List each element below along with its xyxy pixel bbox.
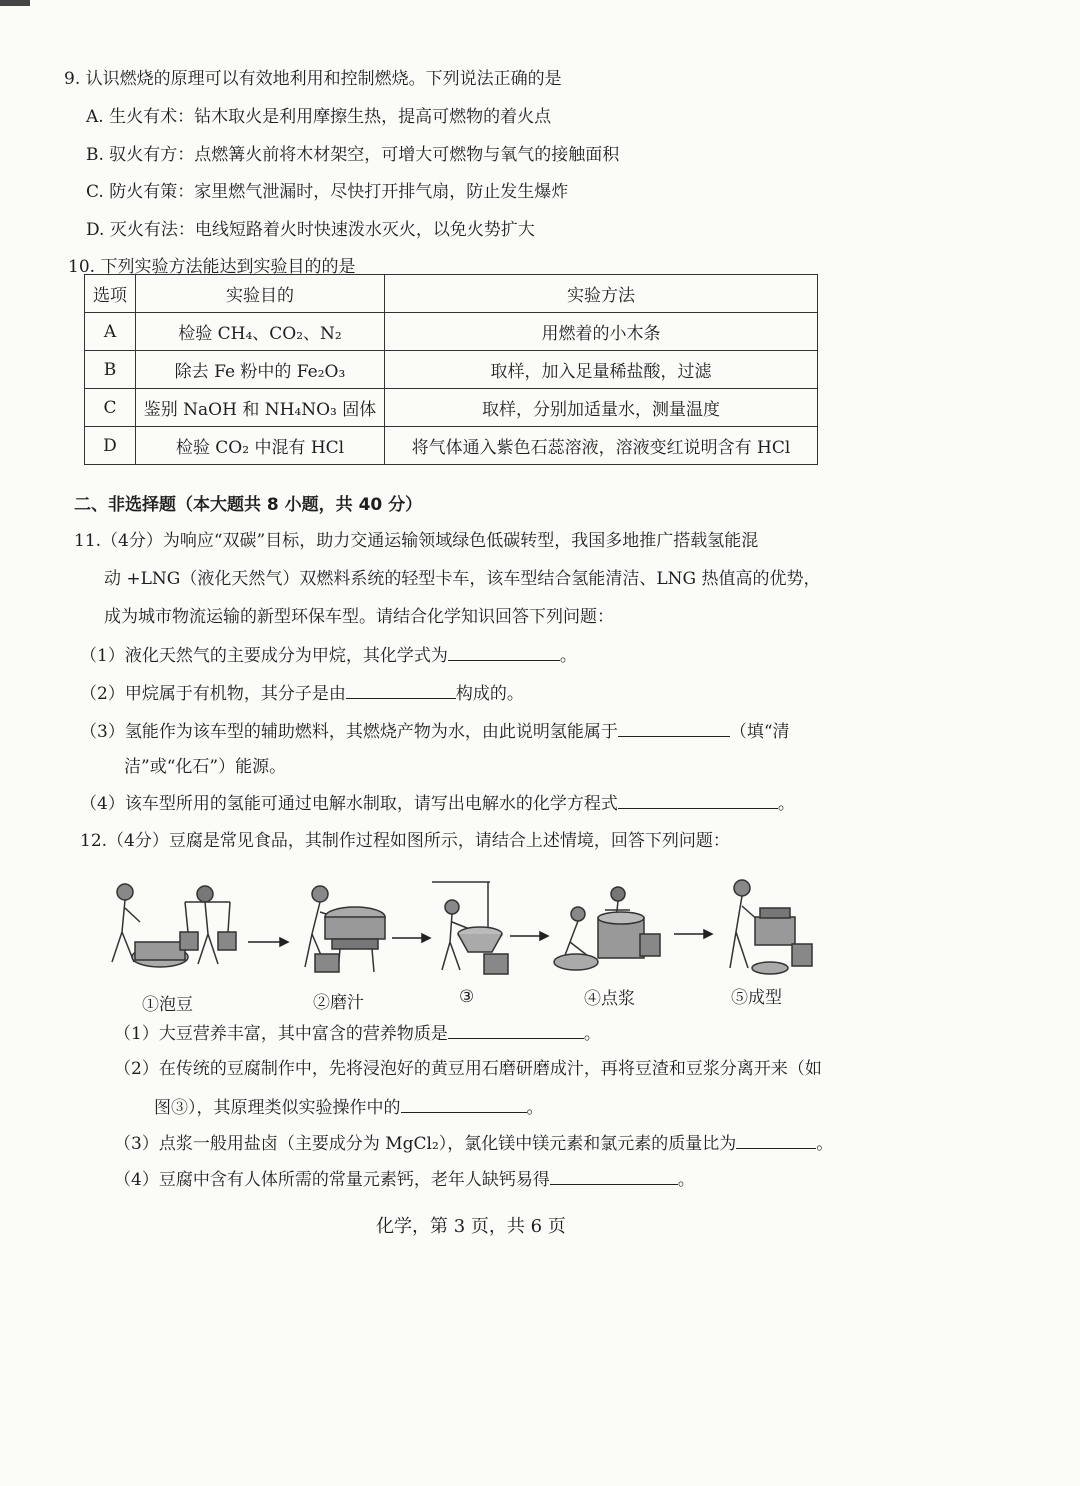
row-option: C [85, 389, 136, 427]
row-purpose: 除去 Fe 粉中的 Fe₂O₃ [136, 351, 385, 389]
q9-option-d: D. 灭火有法：电线短路着火时快速泼水灭火，以免火势扩大 [86, 220, 535, 240]
row-method: 用燃着的小木条 [385, 313, 818, 351]
row-option: B [85, 351, 136, 389]
q9-option-a: A. 生火有术：钻木取火是利用摩擦生热，提高可燃物的着火点 [86, 107, 552, 127]
q9-option-c: C. 防火有策：家里燃气泄漏时，尽快打开排气扇，防止发生爆炸 [86, 182, 569, 202]
q12-part-1-text: （1）大豆营养丰富，其中富含的营养物质是 [114, 1024, 448, 1044]
step-4-caption: ④点浆 [584, 989, 635, 1009]
q11-part-4-end: 。 [777, 794, 795, 814]
row-purpose: 检验 CH₄、CO₂、N₂ [136, 313, 385, 351]
q11-part-1 [80, 644, 577, 667]
q11-part-2 [80, 682, 524, 705]
answer-blank[interactable] [618, 792, 778, 809]
coagulating-illustration [554, 887, 660, 970]
header-method: 实验方法 [385, 275, 818, 313]
q12-part-1 [114, 1022, 601, 1045]
step-3-caption: ③ [459, 987, 475, 1007]
q12-part-2: （2）在传统的豆腐制作中，先将浸泡好的黄豆用石磨研磨成汁，再将豆渣和豆浆分离开来（如 [114, 1059, 822, 1079]
q12-part-4-end: 。 [677, 1170, 695, 1190]
row-purpose: 鉴别 NaOH 和 NH₄NO₃ 固体 [136, 389, 385, 427]
arrow-1 [248, 938, 288, 946]
soaking-illustration [112, 884, 236, 967]
q12-part-3-text: （3）点浆一般用盐卤（主要成分为 MgCl₂），氯化镁中镁元素和氯元素的质量比为 [114, 1134, 737, 1154]
q9-stem: 9. 认识燃烧的原理可以有效地利用和控制燃烧。下列说法正确的是 [64, 69, 562, 89]
row-method: 将气体通入紫色石蕊溶液，溶液变红说明含有 HCl [385, 427, 818, 465]
arrow-2 [392, 934, 430, 942]
table-row [85, 313, 818, 351]
q11-part-1-end: 。 [559, 646, 577, 666]
q11-part-4 [80, 792, 795, 815]
q11-part-2-text: （2）甲烷属于有机物，其分子是由 [80, 684, 346, 704]
q11-part-4-text: （4）该车型所用的氢能可通过电解水制取，请写出电解水的化学方程式 [80, 794, 618, 814]
section-heading: 二、非选择题（本大题共 8 小题，共 40 分） [74, 495, 423, 515]
q12-part-3-end: 。 [816, 1134, 834, 1154]
q11-part-3-end: （填“清 [729, 722, 790, 742]
arrow-3 [510, 932, 548, 940]
tofu-process-figure [100, 872, 820, 982]
header-option: 选项 [85, 275, 136, 313]
answer-blank[interactable] [736, 1132, 816, 1149]
q11-part-3-cont: 洁”或“化石”）能源。 [124, 757, 287, 777]
q11-part-2-end: 构成的。 [455, 684, 524, 704]
arrow-4 [674, 930, 712, 938]
answer-blank[interactable] [401, 1096, 527, 1113]
step-2-caption: ②磨汁 [313, 993, 364, 1013]
row-option: A [85, 313, 136, 351]
shaping-illustration [730, 880, 812, 974]
step-5-caption: ⑤成型 [731, 988, 782, 1008]
row-purpose: 检验 CO₂ 中混有 HCl [136, 427, 385, 465]
q10-table [84, 274, 818, 465]
answer-blank[interactable] [618, 720, 730, 737]
table-header-row [85, 275, 818, 313]
filtering-illustration [432, 882, 508, 974]
answer-blank[interactable] [550, 1168, 678, 1185]
step-1-caption: ①泡豆 [142, 995, 193, 1015]
page-footer: 化学，第 3 页，共 6 页 [376, 1216, 566, 1237]
row-method: 取样，加入足量稀盐酸，过滤 [385, 351, 818, 389]
q12-part-2-end: 。 [526, 1098, 544, 1118]
table-row [85, 389, 818, 427]
q12-part-2-cont [154, 1096, 544, 1119]
scan-mark [0, 0, 30, 6]
q10-stem: 10. 下列实验方法能达到实验目的的是 [68, 257, 356, 277]
answer-blank[interactable] [346, 682, 456, 699]
table-row [85, 351, 818, 389]
q11-intro-3: 成为城市物流运输的新型环保车型。请结合化学知识回答下列问题： [104, 607, 614, 627]
q11-part-3 [80, 720, 790, 743]
q11-intro-2: 动 +LNG（液化天然气）双燃料系统的轻型卡车，该车型结合氢能清洁、LNG 热值高的优势， [104, 569, 821, 589]
row-method: 取样，分别加适量水，测量温度 [385, 389, 818, 427]
answer-blank[interactable] [448, 644, 560, 661]
q12-part-1-end: 。 [583, 1024, 601, 1044]
q12-part-3 [114, 1132, 833, 1155]
q11-part-3-text: （3）氢能作为该车型的辅助燃料，其燃烧产物为水，由此说明氢能属于 [80, 722, 618, 742]
answer-blank[interactable] [448, 1022, 584, 1039]
header-purpose: 实验目的 [136, 275, 385, 313]
q12-stem: 12.（4分）豆腐是常见食品，其制作过程如图所示，请结合上述情境，回答下列问题： [80, 831, 730, 851]
grinding-illustration [305, 886, 385, 972]
q9-option-b: B. 驭火有方：点燃篝火前将木材架空，可增大可燃物与氧气的接触面积 [86, 145, 620, 165]
q12-part-4-text: （4）豆腐中含有人体所需的常量元素钙，老年人缺钙易得 [114, 1170, 550, 1190]
q11-part-1-text: （1）液化天然气的主要成分为甲烷，其化学式为 [80, 646, 448, 666]
q12-part-2-text: 图③），其原理类似实验操作中的 [154, 1098, 401, 1118]
q11-intro-1: 11.（4分）为响应“双碳”目标，助力交通运输领域绿色低碳转型，我国多地推广搭载氢能混 [74, 531, 759, 551]
row-option: D [85, 427, 136, 465]
table-row [85, 427, 818, 465]
q12-part-4 [114, 1168, 695, 1191]
